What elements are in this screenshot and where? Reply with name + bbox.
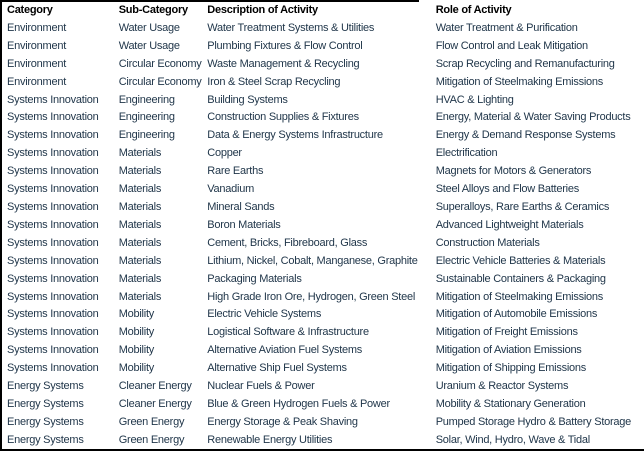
cell-subcategory: Mobility <box>118 362 155 375</box>
cell-subcategory: Green Energy <box>118 433 185 446</box>
table-row <box>2 199 644 217</box>
table-row <box>2 74 644 92</box>
cell-category: Systems Innovation <box>7 254 99 267</box>
cell-subcategory: Engineering <box>118 93 175 106</box>
cell-role: Mitigation of Automobile Emissions <box>435 308 598 321</box>
cell-subcategory: Green Energy <box>118 415 185 428</box>
table-row <box>2 38 644 56</box>
cell-role: Energy & Demand Response Systems <box>435 129 616 142</box>
cell-subcategory: Materials <box>118 147 162 160</box>
cell-description: Copper <box>207 147 242 160</box>
cell-role: Energy, Material & Water Saving Products <box>435 111 631 124</box>
cell-role: Flow Control and Leak Mitigation <box>435 39 588 52</box>
cell-role: Steel Alloys and Flow Batteries <box>435 183 579 196</box>
activity-table <box>2 2 644 450</box>
table-row <box>2 378 644 396</box>
table-row <box>2 20 644 38</box>
cell-category: Energy Systems <box>7 397 84 410</box>
table-row <box>2 414 644 432</box>
cell-category: Systems Innovation <box>7 236 99 249</box>
table-row <box>2 56 644 74</box>
cell-role: Pumped Storage Hydro & Battery Storage <box>435 415 632 428</box>
cell-category: Systems Innovation <box>7 326 99 339</box>
cell-description: Rare Earths <box>207 165 264 178</box>
cell-description: Mineral Sands <box>207 200 275 213</box>
cell-subcategory: Mobility <box>118 308 155 321</box>
cell-description: Alternative Ship Fuel Systems <box>207 362 347 375</box>
cell-role: Electrification <box>435 147 498 160</box>
cell-description: Alternative Aviation Fuel Systems <box>207 344 363 357</box>
header-role: Role of Activity <box>435 4 512 16</box>
cell-description: Water Treatment Systems & Utilities <box>207 21 375 34</box>
cell-role: Water Treatment & Purification <box>435 21 578 34</box>
cell-description: Waste Management & Recycling <box>207 57 360 70</box>
cell-category: Environment <box>7 21 67 34</box>
cell-description: Plumbing Fixtures & Flow Control <box>207 39 363 52</box>
cell-description: High Grade Iron Ore, Hydrogen, Green Steel <box>207 290 416 303</box>
cell-description: Iron & Steel Scrap Recycling <box>207 75 341 88</box>
cell-category: Systems Innovation <box>7 93 99 106</box>
cell-subcategory: Materials <box>118 236 162 249</box>
cell-subcategory: Materials <box>118 254 162 267</box>
cell-subcategory: Materials <box>118 272 162 285</box>
cell-subcategory: Engineering <box>118 129 175 142</box>
cell-subcategory: Materials <box>118 200 162 213</box>
cell-description: Nuclear Fuels & Power <box>207 380 315 393</box>
cell-category: Energy Systems <box>7 380 84 393</box>
cell-category: Systems Innovation <box>7 111 99 124</box>
cell-role: Mitigation of Aviation Emissions <box>435 344 582 357</box>
cell-role: Advanced Lightweight Materials <box>435 218 584 231</box>
cell-description: Building Systems <box>207 93 288 106</box>
cell-subcategory: Cleaner Energy <box>118 397 192 410</box>
cell-description: Cement, Bricks, Fibreboard, Glass <box>207 236 368 249</box>
cell-role: Sustainable Containers & Packaging <box>435 272 606 285</box>
table-row <box>2 432 644 450</box>
cell-category: Systems Innovation <box>7 272 99 285</box>
table-header <box>2 2 644 20</box>
cell-category: Systems Innovation <box>7 165 99 178</box>
cell-subcategory: Engineering <box>118 111 175 124</box>
cell-description: Boron Materials <box>207 218 281 231</box>
cell-description: Electric Vehicle Systems <box>207 308 322 321</box>
table-row <box>2 360 644 378</box>
cell-category: Energy Systems <box>7 433 84 446</box>
cell-category: Systems Innovation <box>7 344 99 357</box>
cell-category: Systems Innovation <box>7 218 99 231</box>
cell-role: Magnets for Motors & Generators <box>435 165 592 178</box>
header-row <box>2 2 644 20</box>
cell-description: Renewable Energy Utilities <box>207 433 333 446</box>
cell-category: Systems Innovation <box>7 290 99 303</box>
header-description: Description of Activity <box>207 4 318 16</box>
cell-category: Environment <box>7 57 67 70</box>
cell-category: Systems Innovation <box>7 308 99 321</box>
table-row <box>2 235 644 253</box>
table-row <box>2 289 644 307</box>
cell-category: Systems Innovation <box>7 147 99 160</box>
cell-role: HVAC & Lighting <box>435 93 514 106</box>
table-row <box>2 324 644 342</box>
cell-category: Systems Innovation <box>7 129 99 142</box>
cell-description: Construction Supplies & Fixtures <box>207 111 359 124</box>
table-row <box>2 92 644 110</box>
table-row <box>2 181 644 199</box>
cell-category: Environment <box>7 75 67 88</box>
cell-category: Systems Innovation <box>7 362 99 375</box>
cell-description: Energy Storage & Peak Shaving <box>207 415 358 428</box>
header-subcategory: Sub-Category <box>118 4 188 16</box>
table-row <box>2 127 644 145</box>
cell-role: Mitigation of Steelmaking Emissions <box>435 290 604 303</box>
cell-role: Scrap Recycling and Remanufacturing <box>435 57 615 70</box>
cell-description: Data & Energy Systems Infrastructure <box>207 129 383 142</box>
table-row <box>2 396 644 414</box>
table-row <box>2 109 644 127</box>
cell-description: Vanadium <box>207 183 254 196</box>
cell-subcategory: Materials <box>118 165 162 178</box>
cell-category: Systems Innovation <box>7 200 99 213</box>
table-row <box>2 306 644 324</box>
cell-description: Packaging Materials <box>207 272 302 285</box>
cell-role: Electric Vehicle Batteries & Materials <box>435 254 606 267</box>
cell-subcategory: Mobility <box>118 344 155 357</box>
cell-role: Mobility & Stationary Generation <box>435 397 586 410</box>
table-row <box>2 163 644 181</box>
cell-role: Uranium & Reactor Systems <box>435 380 569 393</box>
cell-category: Systems Innovation <box>7 183 99 196</box>
cell-subcategory: Cleaner Energy <box>118 380 192 393</box>
cell-role: Mitigation of Shipping Emissions <box>435 362 587 375</box>
cell-role: Solar, Wind, Hydro, Wave & Tidal <box>435 433 590 446</box>
table-row <box>2 145 644 163</box>
cell-description: Blue & Green Hydrogen Fuels & Power <box>207 397 390 410</box>
table-row <box>2 217 644 235</box>
table-body <box>2 20 644 450</box>
cell-description: Logistical Software & Infrastructure <box>207 326 369 339</box>
cell-subcategory: Materials <box>118 290 162 303</box>
cell-category: Energy Systems <box>7 415 84 428</box>
cell-role: Construction Materials <box>435 236 540 249</box>
cell-subcategory: Water Usage <box>118 21 180 34</box>
cell-subcategory: Circular Economy <box>118 75 202 88</box>
cell-role: Mitigation of Steelmaking Emissions <box>435 75 604 88</box>
cell-subcategory: Materials <box>118 218 162 231</box>
cell-category: Environment <box>7 39 67 52</box>
cell-subcategory: Mobility <box>118 326 155 339</box>
cell-role: Mitigation of Freight Emissions <box>435 326 578 339</box>
table-row <box>2 342 644 360</box>
cell-subcategory: Materials <box>118 183 162 196</box>
table-row <box>2 271 644 289</box>
cell-subcategory: Water Usage <box>118 39 180 52</box>
cell-description: Lithium, Nickel, Cobalt, Manganese, Graphite <box>207 254 418 267</box>
cell-role: Superalloys, Rare Earths & Ceramics <box>435 200 610 213</box>
header-category: Category <box>7 4 53 16</box>
table-row <box>2 253 644 271</box>
table-top-border <box>2 0 419 2</box>
cell-subcategory: Circular Economy <box>118 57 202 70</box>
